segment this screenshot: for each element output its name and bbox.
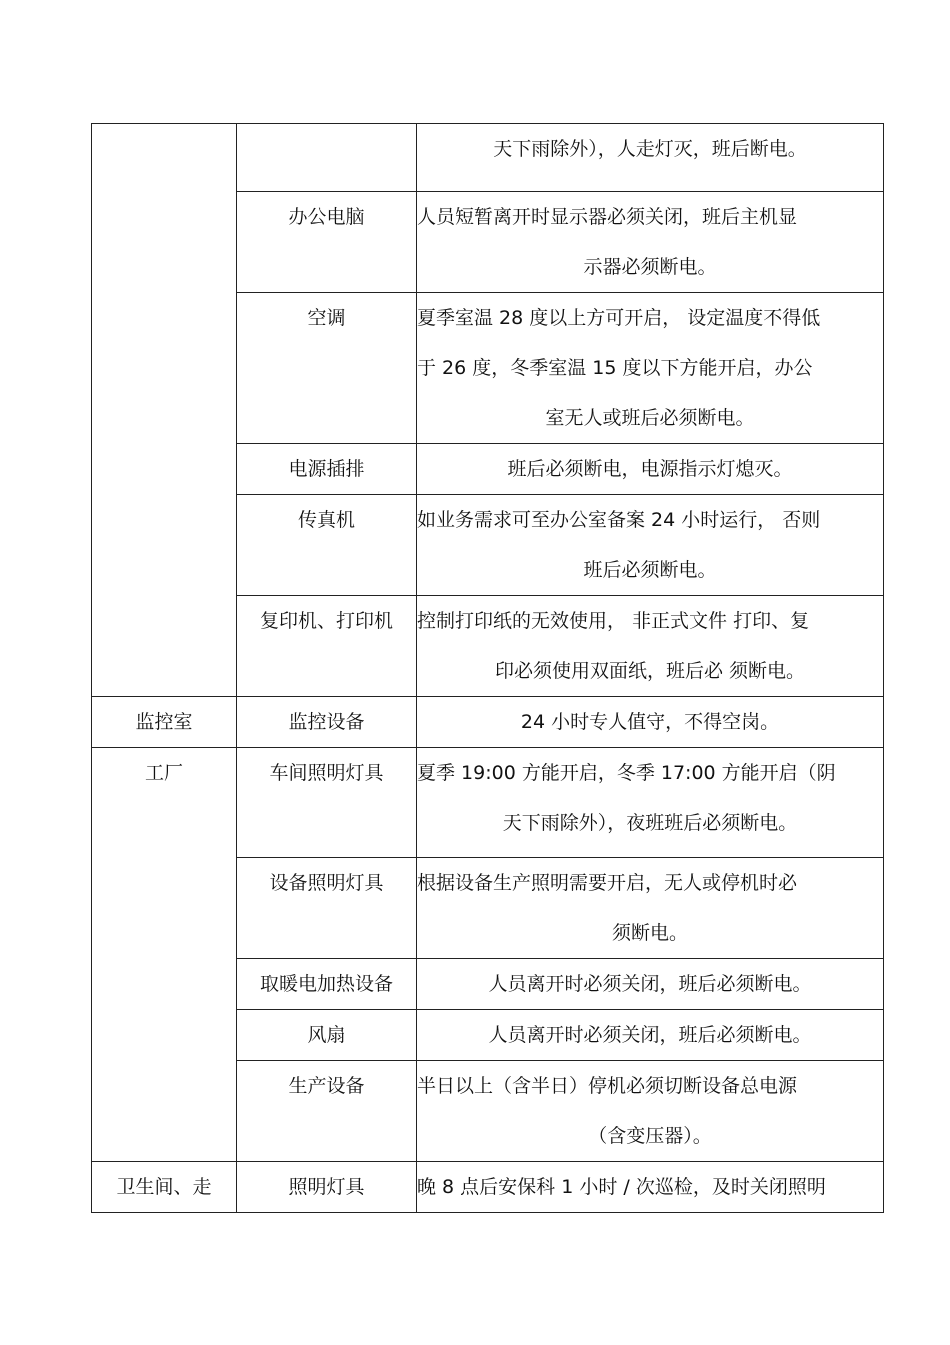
requirement-line: 天下雨除外），人走灯灭，班后断电。: [493, 138, 807, 160]
table-body: [92, 124, 884, 1213]
requirement-line: 示器必须断电。: [583, 256, 717, 278]
requirement-line: 天下雨除外），夜班班后必须断电。: [502, 812, 798, 834]
requirement-line: 控制打印纸的无效使用， 非正式文件 打印、复: [417, 610, 810, 632]
requirement-line: 如业务需求可至办公室备案 24 小时运行， 否则: [417, 509, 821, 531]
item-cell: 监控设备: [237, 697, 417, 748]
item-cell: 车间照明灯具: [237, 748, 417, 858]
item-cell: 传真机: [237, 495, 417, 596]
requirement-line: 室无人或班后必须断电。: [545, 407, 755, 429]
requirement-line: 人员短暂离开时显示器必须关闭，班后主机显: [417, 206, 798, 228]
requirement-line: 班后必须断电，电源指示灯熄灭。: [507, 458, 793, 480]
requirement-cell: [417, 124, 884, 192]
requirement-line: 印必须使用双面纸，班后必 须断电。: [494, 660, 806, 682]
item-cell: 设备照明灯具: [237, 858, 417, 959]
requirement-line: 于 26 度，冬季室温 15 度以下方能开启，办公: [417, 357, 813, 379]
requirement-line: 须断电。: [611, 922, 688, 944]
requirement-cell: [417, 1010, 884, 1061]
requirement-line: 人员离开时必须关闭，班后必须断电。: [488, 1024, 812, 1046]
requirement-line: 晚 8 点后安保科 1 小时 / 次巡检，及时关闭照明: [417, 1176, 826, 1198]
requirement-line: 人员离开时必须关闭，班后必须断电。: [488, 973, 812, 995]
area-cell-monitoring: 监控室: [92, 697, 237, 748]
item-cell: 生产设备: [237, 1061, 417, 1162]
requirement-line: 夏季 19:00 方能开启，冬季 17:00 方能开启（阴: [417, 762, 836, 784]
requirement-cell: [417, 1061, 884, 1162]
requirement-line: 根据设备生产照明需要开启，无人或停机时必: [417, 872, 798, 894]
energy-rules-table: [91, 123, 884, 1213]
requirement-line: （含变压器）。: [588, 1125, 712, 1147]
requirement-cell: [417, 444, 884, 495]
item-cell: 电源插排: [237, 444, 417, 495]
requirement-line: 班后必须断电。: [583, 559, 717, 581]
area-cell-factory: 工厂: [92, 748, 237, 1162]
table-row: [92, 124, 884, 192]
item-cell: 照明灯具: [237, 1162, 417, 1213]
requirement-line: 夏季室温 28 度以上方可开启， 设定温度不得低: [417, 307, 821, 329]
requirement-cell: [417, 1162, 884, 1213]
requirement-cell: [417, 596, 884, 697]
item-cell: [237, 124, 417, 192]
requirement-cell: [417, 858, 884, 959]
item-cell: 办公电脑: [237, 192, 417, 293]
requirement-cell: [417, 748, 884, 858]
table-row: [92, 748, 884, 858]
item-cell: 复印机、打印机: [237, 596, 417, 697]
item-cell: 取暖电加热设备: [237, 959, 417, 1010]
item-cell: 空调: [237, 293, 417, 444]
item-cell: 风扇: [237, 1010, 417, 1061]
requirement-line: 半日以上（含半日）停机必须切断设备总电源: [417, 1075, 798, 1097]
requirement-cell: [417, 293, 884, 444]
requirement-cell: [417, 959, 884, 1010]
requirement-cell: [417, 495, 884, 596]
table-row: [92, 697, 884, 748]
requirement-cell: [417, 192, 884, 293]
area-cell-restroom: 卫生间、走: [92, 1162, 237, 1213]
requirement-cell: [417, 697, 884, 748]
requirement-line: 24 小时专人值守，不得空岗。: [520, 711, 780, 733]
area-cell-office: [92, 124, 237, 697]
table-row: [92, 1162, 884, 1213]
